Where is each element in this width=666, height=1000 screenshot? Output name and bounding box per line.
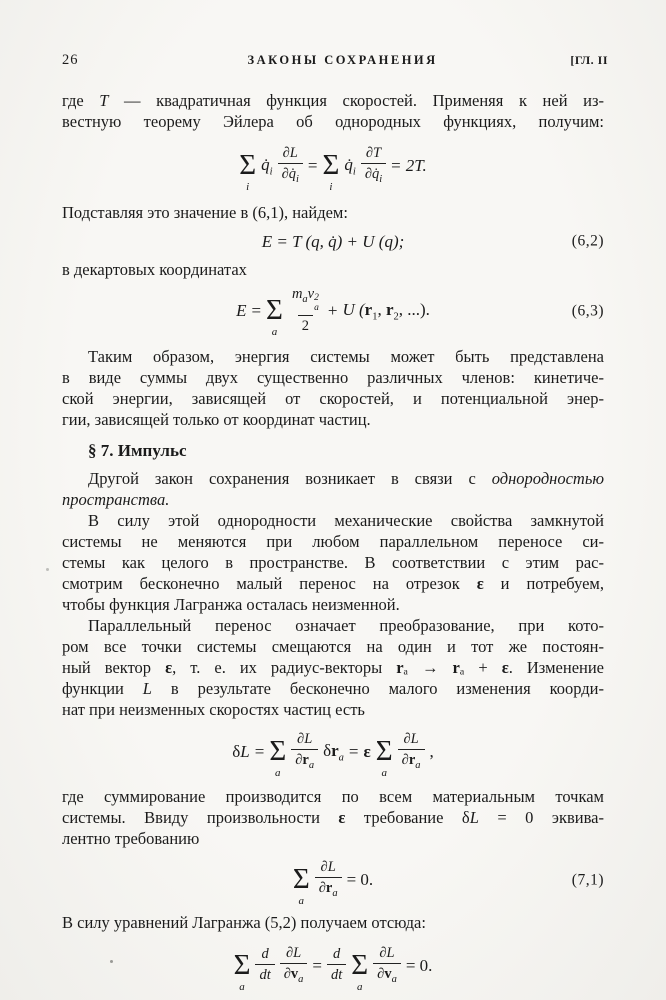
fraction: $\frac{\partial L}{\partial r_a}$ <box>315 859 342 899</box>
text-column <box>62 90 604 993</box>
term: δL <box>232 742 250 761</box>
formula-euler-theorem <box>62 138 604 193</box>
sum-symbol: Σ a <box>375 735 393 779</box>
scan-speck <box>46 568 49 571</box>
epsilon-vector: ε <box>363 742 371 761</box>
paragraph <box>62 468 604 510</box>
comma: , <box>429 742 434 761</box>
text-line: гии, зависящей только от координат частиц. <box>62 410 371 429</box>
formula-7-1 <box>62 852 604 907</box>
term: E <box>236 301 247 320</box>
text-line: пространства. <box>62 490 170 509</box>
sum-symbol: Σ a <box>351 948 369 993</box>
text-line: где T — квадратичная функция скоростей. Применяя к ней из- <box>62 91 604 110</box>
text-line: Параллельный перенос означает преобразование, при кото- <box>88 616 604 635</box>
formula-energy <box>62 229 604 253</box>
plus-sign: + <box>327 301 338 320</box>
text-line: ром все точки системы смещаются на один и тот же постоян- <box>62 637 604 656</box>
fraction: $\frac{\partial L}{\partial v_a}$ <box>280 945 308 985</box>
section-heading <box>62 440 604 461</box>
text-line: Подставляя это значение в (6,1), найдем: <box>62 203 348 222</box>
paragraph <box>62 259 604 280</box>
equation-body: E = T (q, q̇) + U (q); <box>261 231 405 251</box>
fraction: d dt <box>255 946 274 983</box>
equation-number: (7,1) <box>571 871 604 888</box>
text-line: системы. Ввиду произвольности ε требование δL = 0 эквива- <box>62 808 604 827</box>
sum-symbol: Σ a <box>266 294 283 338</box>
sum-symbol: Σ a <box>269 735 287 779</box>
sum-symbol: Σ a <box>233 948 251 993</box>
sum-symbol: Σ i <box>322 149 340 193</box>
text-line: лентно требованию <box>62 829 200 848</box>
equation-number: (6,3) <box>571 302 604 319</box>
paragraph <box>62 346 604 430</box>
equals-sign: = <box>254 742 265 761</box>
fraction: $m_av$ 2 a 2 <box>291 286 319 335</box>
text-line: вестную теорему Эйлера об однородных функциях, получим: <box>62 112 604 131</box>
text-line: В силу уравнений Лагранжа (5,2) получаем отсюда: <box>62 913 426 932</box>
text-line: В силу этой однородности механические свойства замкнутой <box>88 511 604 530</box>
term: $q̇_i$ <box>261 154 273 177</box>
formula-energy-cartesian <box>62 283 604 338</box>
term: $\delta r_a$ <box>323 740 344 763</box>
scan-speck <box>110 960 113 963</box>
text-line: Таким образом, энергия системы может быть представлена <box>88 347 604 366</box>
text-line: системы не меняются при любом параллельном переносе си- <box>62 532 604 551</box>
term: = 0. <box>346 870 374 889</box>
fraction: $\frac{d}{dt}$ <box>327 946 346 983</box>
running-title: ЗАКОНЫ СОХРАНЕНИЯ <box>247 53 438 67</box>
paragraph <box>62 615 604 720</box>
formula-delta-L <box>62 724 604 779</box>
paragraph <box>62 202 604 223</box>
term: $q̇_i$ <box>344 154 356 177</box>
paragraph <box>62 912 604 933</box>
chapter-ref: [ГЛ. II <box>570 53 608 67</box>
fraction: $\frac{\partial T}{\partial q̇_i}$ <box>361 145 386 185</box>
equals-sign: = <box>251 301 262 320</box>
text-line: нат при неизменных скоростях частиц есть <box>62 700 365 719</box>
equals-sign: = <box>348 742 359 761</box>
text-line: где суммирование производится по всем материальным точкам <box>62 787 604 806</box>
fraction: $\frac{\partial L}{\partial q̇_i}$ <box>278 145 303 185</box>
term: U ($r_1$, $r_2$, ...). <box>342 299 430 322</box>
equation-number: (6,2) <box>571 232 604 250</box>
section-heading-text: § 7. Импульс <box>88 441 187 460</box>
text-line: ный вектор ε, т. е. их радиус-векторы rₐ → rₐ + ε. Изменение <box>62 658 604 677</box>
sum-symbol: Σ i <box>239 149 257 193</box>
text-line: в декартовых координатах <box>62 260 247 279</box>
formula-momentum-conservation <box>62 937 604 993</box>
paragraph <box>62 510 604 615</box>
fraction: ∂L $\partial r_a$ <box>291 731 318 771</box>
text-line: чтобы функция Лагранжа осталась неизменной. <box>62 595 400 614</box>
text-line: ской энергии, зависящей от скоростей, и потенциальной энер- <box>62 389 604 408</box>
fraction: ∂L $\partial r_a$ <box>398 731 425 771</box>
text-line: стемы как целого в пространстве. В соответствии с этим рас- <box>62 553 604 572</box>
equals-sign: = <box>307 156 318 175</box>
equals-sign: = <box>312 955 322 975</box>
paragraph <box>62 786 604 849</box>
term: 2T. <box>405 156 427 175</box>
paragraph <box>62 90 604 132</box>
page-number: 26 <box>62 52 79 68</box>
text-line: Другой закон сохранения возникает в связи с однородностью <box>88 469 604 488</box>
text-line: в виде суммы двух существенно различных членов: кинетиче- <box>62 368 604 387</box>
sum-symbol: Σ a <box>292 863 310 907</box>
fraction: $\frac{\partial L}{\partial v_a}$ <box>373 945 401 985</box>
term: = 0. <box>405 955 433 975</box>
text-line: смотрим бесконечно малый перенос на отрезок ε и потребуем, <box>62 574 604 593</box>
text-line: функции L в результате бесконечно малого изменения коорди- <box>62 679 605 698</box>
running-head <box>62 52 608 68</box>
equals-sign: = <box>391 156 401 175</box>
